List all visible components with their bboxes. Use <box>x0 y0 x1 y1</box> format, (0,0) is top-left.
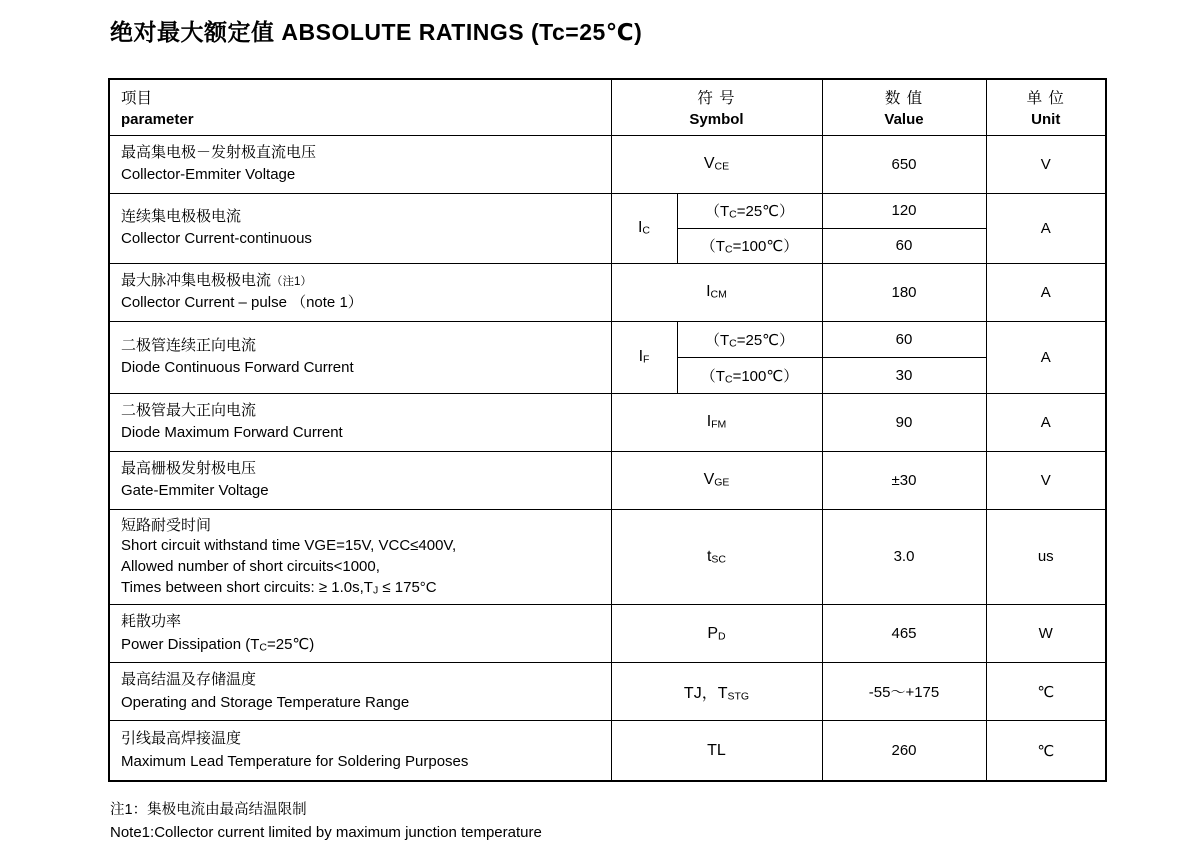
param-en-text: Power Dissipation (T <box>121 635 260 653</box>
symbol-subscript: CE <box>714 160 730 173</box>
condition-text: （T <box>700 367 725 385</box>
condition-cell <box>677 357 822 393</box>
param-zh: 连续集电极极电流 <box>121 207 242 225</box>
symbol-base: V <box>703 471 715 488</box>
unit-cell: A <box>986 393 1106 451</box>
footnotes <box>110 799 1107 844</box>
value-cell: ±30 <box>822 451 986 509</box>
param-zh <box>121 270 603 293</box>
symbol-base: I <box>638 348 644 365</box>
page-title: 绝对最大额定值 ABSOLUTE RATINGS (Tc=25℃) <box>110 19 643 45</box>
value-cell: 650 <box>822 135 986 193</box>
unit-cell: V <box>986 451 1106 509</box>
param-cell <box>109 393 611 451</box>
header-value <box>822 79 986 135</box>
symbol-base: I <box>706 283 711 300</box>
param-en-text: Times between short circuits: ≥ 1.0s,T <box>121 578 373 596</box>
param-zh: 耗散功率 <box>121 613 182 631</box>
table-row <box>109 135 1106 193</box>
param-en-line1: Short circuit withstand time VGE=15V, VCC≤400V, <box>121 537 457 555</box>
symbol-cell <box>611 193 677 263</box>
param-cell <box>109 605 611 663</box>
header-unit-zh: 单 位 <box>1026 90 1065 108</box>
symbol-cell <box>611 605 822 663</box>
table-row <box>109 393 1106 451</box>
header-symbol-zh: 符 号 <box>697 90 736 108</box>
header-unit <box>986 79 1106 135</box>
param-en: Collector Current-continuous <box>121 230 312 247</box>
param-cell <box>109 509 611 605</box>
param-cell <box>109 321 611 393</box>
param-zh: 二极管连续正向电流 <box>121 336 257 354</box>
value-cell: 180 <box>822 263 986 321</box>
param-en: Collector Current – pulse （note 1） <box>121 294 363 311</box>
condition-cell <box>677 193 822 228</box>
param-zh: 短路耐受时间 <box>121 516 212 534</box>
symbol-cell <box>611 393 822 451</box>
header-symbol-en: Symbol <box>689 111 744 129</box>
param-cell <box>109 263 611 321</box>
header-parameter <box>109 79 611 135</box>
symbol-base: V <box>703 155 715 172</box>
condition-subscript: C <box>729 337 737 349</box>
table-header-row <box>109 79 1106 135</box>
unit-cell: us <box>986 509 1106 605</box>
symbol-base: TL <box>707 741 726 759</box>
value-cell: 3.0 <box>822 509 986 605</box>
param-cell <box>109 721 611 781</box>
value-cell: 465 <box>822 605 986 663</box>
symbol-subscript: C <box>642 224 651 237</box>
symbol-subscript: F <box>643 353 650 366</box>
footnote-zh: 注1：集极电流由最高结温限制 <box>110 801 307 818</box>
condition-text: （T <box>704 331 730 349</box>
param-en-line2: Allowed number of short circuits<1000, <box>121 557 380 575</box>
symbol-base: I <box>637 219 643 236</box>
footnote-en: Note1:Collector current limited by maximum junction temperature <box>110 824 542 842</box>
symbol-subscript: STG <box>727 690 750 703</box>
symbol-cell <box>611 663 822 721</box>
value-cell: 30 <box>822 357 986 393</box>
table-row <box>109 721 1106 781</box>
unit-cell: ℃ <box>986 721 1106 781</box>
unit-cell: A <box>986 321 1106 393</box>
param-en: Diode Continuous Forward Current <box>121 359 354 376</box>
table-row <box>109 451 1106 509</box>
symbol-base: t <box>706 547 712 565</box>
symbol-subscript: GE <box>714 476 730 489</box>
table-row <box>109 321 1106 357</box>
param-en <box>121 634 603 657</box>
param-en-subscript: C <box>259 641 267 654</box>
value-cell: 60 <box>822 321 986 357</box>
param-en: Diode Maximum Forward Current <box>121 424 343 441</box>
condition-text: （T <box>700 238 725 255</box>
symbol-cell <box>611 509 822 605</box>
param-en: Operating and Storage Temperature Range <box>121 693 410 711</box>
header-value-en: Value <box>884 111 924 129</box>
symbol-cell <box>611 135 822 193</box>
condition-text: （T <box>704 203 730 220</box>
param-zh-text: 最大脉冲集电极极电流 <box>121 271 272 289</box>
param-en: Gate-Emmiter Voltage <box>121 482 269 499</box>
unit-cell: A <box>986 193 1106 263</box>
symbol-cell <box>611 451 822 509</box>
unit-cell: A <box>986 263 1106 321</box>
condition-text: =100℃） <box>732 238 799 255</box>
value-cell: 60 <box>822 228 986 263</box>
table-row <box>109 263 1106 321</box>
condition-subscript: C <box>724 243 733 256</box>
symbol-base: I <box>706 413 712 430</box>
datasheet-page <box>108 14 1107 844</box>
condition-text: =100℃） <box>732 367 799 385</box>
header-symbol <box>611 79 822 135</box>
param-en: Collector-Emmiter Voltage <box>121 166 296 183</box>
condition-subscript: C <box>724 373 733 385</box>
param-zh: 最高集电极－发射极直流电压 <box>121 143 317 161</box>
param-cell <box>109 663 611 721</box>
param-en-subscript: J <box>372 584 379 597</box>
param-zh: 二极管最大正向电流 <box>121 401 257 419</box>
table-row <box>109 509 1106 605</box>
condition-cell <box>677 228 822 263</box>
param-en-text: ≤ 175°C <box>378 578 437 596</box>
condition-cell <box>677 321 822 357</box>
param-en-line3 <box>121 578 603 599</box>
condition-text: =25℃） <box>736 203 795 220</box>
symbol-cell <box>611 721 822 781</box>
table-row <box>109 193 1106 228</box>
header-parameter-zh: 项目 <box>121 90 153 108</box>
value-cell: -55～+175 <box>822 663 986 721</box>
table-row <box>109 663 1106 721</box>
value-cell: 120 <box>822 193 986 228</box>
symbol-base: TJ，T <box>683 685 728 703</box>
param-zh-note: （注1） <box>271 275 312 288</box>
condition-text: =25℃） <box>736 331 795 349</box>
header-value-zh: 数 值 <box>884 90 924 108</box>
symbol-subscript: FM <box>711 418 727 431</box>
value-cell: 260 <box>822 721 986 781</box>
symbol-subscript: SC <box>711 553 727 566</box>
param-zh: 最高结温及存储温度 <box>121 671 257 689</box>
param-cell <box>109 451 611 509</box>
param-cell <box>109 135 611 193</box>
param-zh: 最高栅极发射极电压 <box>121 459 257 477</box>
table-row <box>109 605 1106 663</box>
condition-subscript: C <box>729 208 737 221</box>
symbol-base: P <box>707 624 719 642</box>
param-en-text: =25℃) <box>266 635 315 653</box>
param-en: Maximum Lead Temperature for Soldering Purposes <box>121 752 469 770</box>
unit-cell: ℃ <box>986 663 1106 721</box>
symbol-cell <box>611 321 677 393</box>
symbol-subscript: D <box>718 630 726 643</box>
unit-cell: V <box>986 135 1106 193</box>
header-parameter-en: parameter <box>121 111 194 129</box>
absolute-ratings-table <box>108 78 1107 782</box>
param-cell <box>109 193 611 263</box>
param-zh: 引线最高焊接温度 <box>121 730 242 747</box>
unit-cell: W <box>986 605 1106 663</box>
header-unit-en: Unit <box>1031 111 1061 129</box>
value-cell: 90 <box>822 393 986 451</box>
symbol-subscript: CM <box>710 288 727 301</box>
symbol-cell <box>611 263 822 321</box>
